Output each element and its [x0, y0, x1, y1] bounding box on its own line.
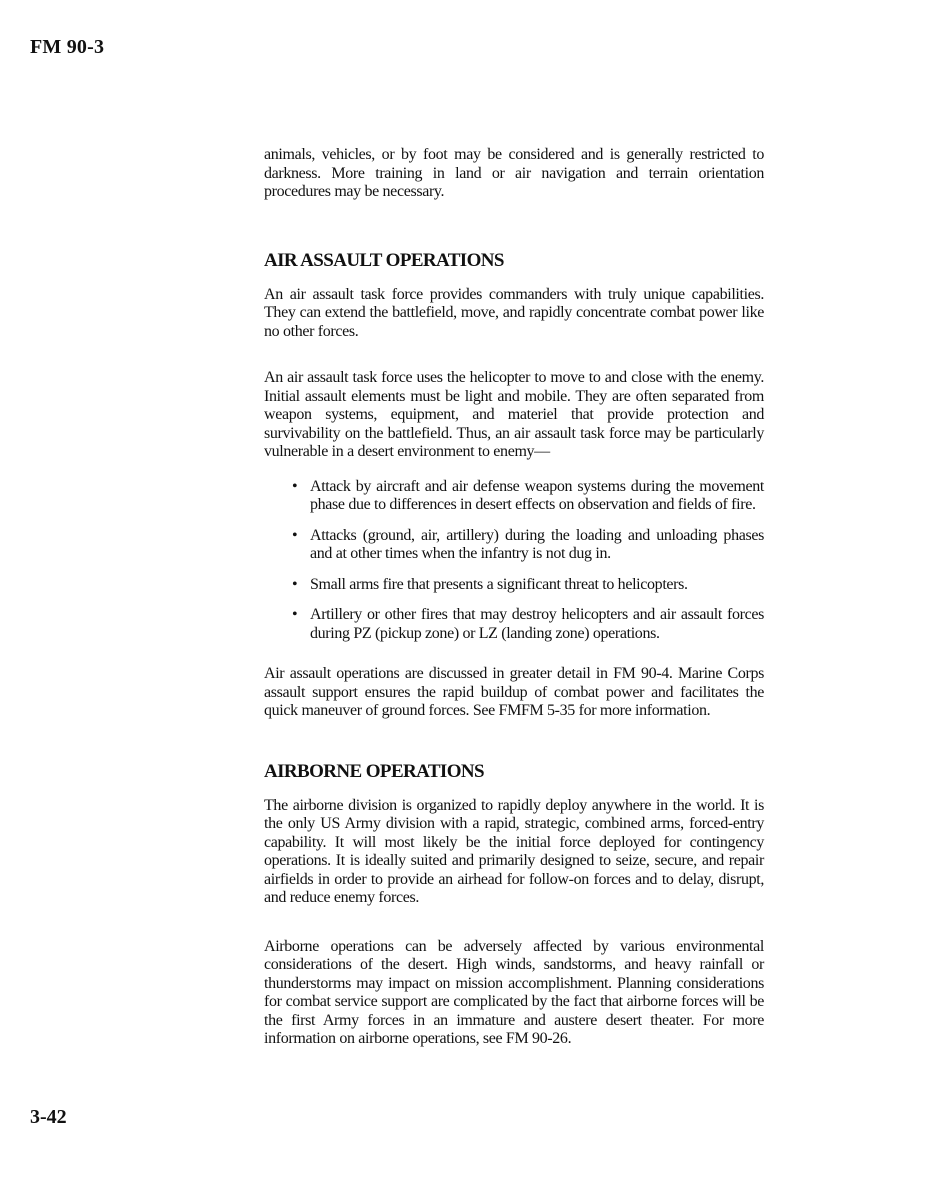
list-item	[290, 576, 764, 595]
air-assault-paragraph-2: An air assault task force uses the helicopter to move to and close with the enemy. Initial assault elements must be light and mobile. They are often separated from weapon systems, equipment, and materiel that provide protection and survivability on the battlefield. Thus, an air assault task force may be particularly vulnerable in a desert environment to enemy—	[264, 369, 764, 460]
airborne-paragraph-1: The airborne division is organized to rapidly deploy anywhere in the world. It is the only US Army division with a rapid, strategic, combined arms, forced-entry capability. It will most likely be the initial force deployed for contingency operations. It is ideally suited and primarily designed to seize, secure, and repair airfields in order to provide an airhead for follow-on forces and to delay, disrupt, and reduce enemy forces.	[264, 796, 764, 906]
list-item-text: Attack by aircraft and air defense weapon systems during the movement phase due to differences in desert effects on observation and fields of fire.	[310, 477, 764, 513]
list-item	[290, 478, 764, 515]
document-id-header: FM 90-3	[30, 36, 105, 58]
bullet-icon: •	[292, 526, 298, 544]
airborne-heading: AIRBORNE OPERATIONS	[264, 760, 484, 782]
list-item-text: Attacks (ground, air, artillery) during the loading and unloading phases and at other times when the infantry is not dug in.	[310, 526, 764, 562]
continuation-paragraph: animals, vehicles, or by foot may be considered and is generally restricted to darkness. More training in land or air navigation and terrain orientation procedures may be necessary.	[264, 146, 764, 200]
page-body	[264, 146, 764, 1049]
bullet-icon: •	[292, 606, 298, 623]
list-item	[290, 527, 764, 564]
air-assault-paragraph-1: An air assault task force provides commanders with truly unique capabilities. They can extend the battlefield, move, and rapidly concentrate combat power like no other forces.	[264, 285, 764, 340]
list-item	[290, 606, 764, 643]
air-assault-paragraph-3: Air assault operations are discussed in greater detail in FM 90-4. Marine Corps assault support ensures the rapid buildup of combat power and facilitates the quick maneuver of ground forces. See FMFM 5-35 for more information.	[264, 665, 764, 719]
vulnerability-list	[264, 478, 764, 644]
page-number: 3-42	[30, 1106, 67, 1128]
air-assault-heading: AIR ASSAULT OPERATIONS	[264, 249, 504, 271]
airborne-paragraph-2: Airborne operations can be adversely affected by various environmental considerations of the desert. High winds, sandstorms, and heavy rainfall or thunderstorms may impact on mission accomplishment. Planning considerations for combat service support are complicated by the fact that airborne forces will be the first Army forces in an immature and austere desert theater. For more information on airborne operations, see FM 90-26.	[264, 937, 764, 1047]
list-item-text: Small arms fire that presents a significant threat to helicopters.	[310, 575, 688, 593]
list-item-text: Artillery or other fires that may destroy helicopters and air assault forces during PZ (pickup zone) or LZ (landing zone) operations.	[310, 606, 764, 642]
bullet-icon: •	[292, 477, 298, 495]
bullet-icon: •	[292, 575, 298, 593]
